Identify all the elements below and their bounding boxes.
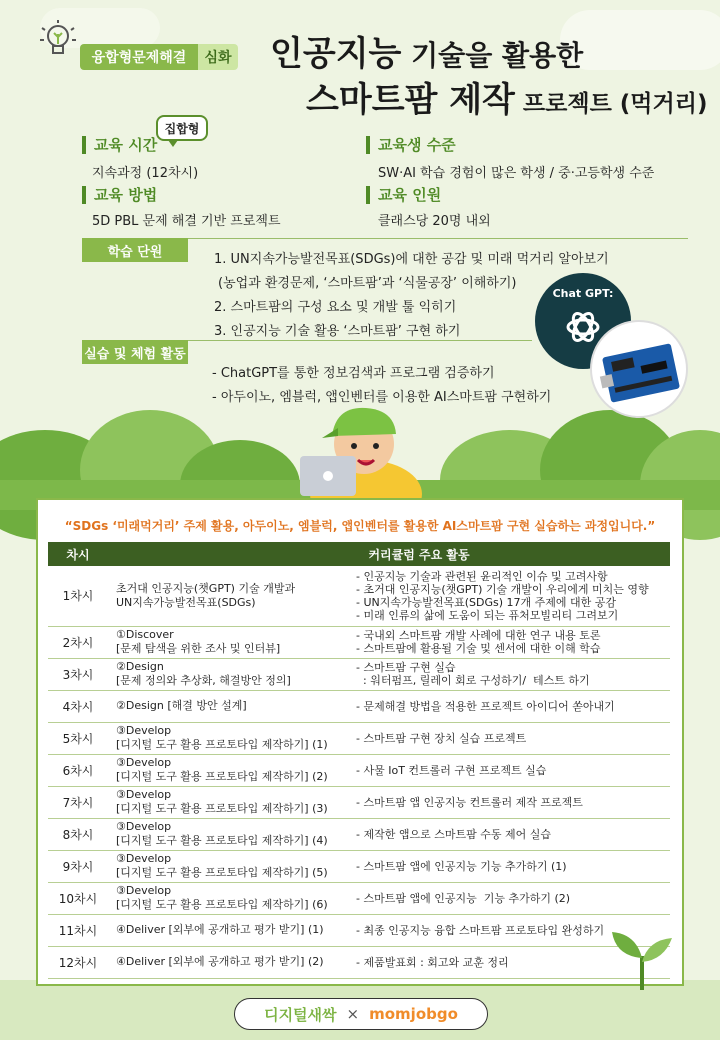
- topic-line: ②Design [해결 방안 설계]: [116, 699, 247, 712]
- activity-line: : 워터펌프, 릴레이 회로 구성하기/ 테스트 하기: [356, 674, 590, 687]
- session-topic: [108, 722, 348, 754]
- activity-line: - 인공지능 기술과 관련된 윤리적인 이슈 및 고려사항: [356, 569, 608, 583]
- topic-line: 초거대 인공지능(챗GPT) 기술 개발과: [116, 581, 296, 595]
- session-number: 2차시: [48, 626, 108, 658]
- unit-line: 2. 스마트팜의 구성 요소 및 개발 툴 익히기: [214, 300, 457, 315]
- time-bubble: 집합형: [156, 115, 208, 141]
- chatgpt-badge: Chat GPT:: [535, 273, 631, 369]
- topic-line: ③Develop: [116, 884, 172, 897]
- unit-line: 1. UN지속가능발전목표(SDGs)에 대한 공감 및 미래 먹거리 알아보기: [214, 252, 609, 267]
- session-activities: [348, 818, 670, 850]
- session-number: 5차시: [48, 722, 108, 754]
- topic-line: UN지속가능발전목표(SDGs): [116, 595, 256, 609]
- table-row: [48, 626, 670, 658]
- practice-label: 실습 및 체험 활동: [82, 340, 188, 364]
- student-level-label: 교육생 수준: [366, 136, 456, 154]
- table-row: [48, 946, 670, 978]
- brand-logo-right: momjobgo: [369, 1005, 458, 1023]
- sprout-icon: [606, 926, 678, 992]
- class-size-value: 클래스당 20명 내외: [378, 214, 491, 229]
- table-row: [48, 754, 670, 786]
- activity-line: - 스마트팜에 활용될 기술 및 센서에 대한 이해 학습: [356, 642, 601, 655]
- category-tag: 융합형문제해결: [80, 44, 198, 70]
- session-topic: [108, 690, 348, 722]
- column-header-activity: 커리큘럼 주요 활동: [108, 542, 670, 566]
- column-header-session: 차시: [48, 542, 108, 566]
- topic-line: ③Develop: [116, 724, 172, 737]
- session-number: 6차시: [48, 754, 108, 786]
- topic-line: [디지털 도구 활용 프로토타입 제작하기] (4): [116, 834, 328, 847]
- arduino-board-image: [590, 320, 688, 418]
- practice-line: - ChatGPT를 통한 정보검색과 프로그램 검증하기: [212, 366, 495, 381]
- activity-line: - 초거대 인공지능(챗GPT) 기술 개발이 우리에게 미치는 영향: [356, 582, 649, 596]
- edu-method-label: 교육 방법: [82, 186, 157, 204]
- topic-line: [디지털 도구 활용 프로토타입 제작하기] (2): [116, 770, 328, 783]
- session-activities: [348, 786, 670, 818]
- activity-line: - 국내외 스마트팜 개발 사례에 대한 연구 내용 토론: [356, 629, 601, 642]
- lightbulb-icon: [38, 18, 78, 64]
- session-topic: [108, 818, 348, 850]
- topic-line: [문제 탐색을 위한 조사 및 인터뷰]: [116, 642, 281, 655]
- session-activities: [348, 850, 670, 882]
- session-activities: [348, 882, 670, 914]
- activity-line: - 사물 IoT 컨트롤러 구현 프로젝트 실습: [356, 763, 547, 777]
- session-topic: [108, 754, 348, 786]
- session-number: 9차시: [48, 850, 108, 882]
- unit-line: (농업과 환경문제, ‘스마트팜’과 ‘식물공장’ 이해하기): [218, 276, 517, 291]
- session-activities: [348, 566, 670, 626]
- session-activities: [348, 626, 670, 658]
- page-title-line1: 인공지능 기술을 활용한: [270, 34, 584, 74]
- topic-line: ③Develop: [116, 788, 172, 801]
- session-topic: [108, 946, 348, 978]
- activity-line: - UN지속가능발전목표(SDGs) 17개 주제에 대한 공감: [356, 595, 617, 609]
- session-number: 10차시: [48, 882, 108, 914]
- table-row: [48, 690, 670, 722]
- session-activities: [348, 690, 670, 722]
- course-summary-quote: “SDGs ‘미래먹거리’ 주제 활용, 아두이노, 엠블럭, 앱인벤터를 활용한 AI스마트팜 구현 실습하는 과정입니다.”: [64, 519, 656, 533]
- unit-line: 3. 인공지능 기술 활용 ‘스마트팜’ 구현 하기: [214, 324, 461, 339]
- activity-line: - 스마트팜 구현 장치 실습 프로젝트: [356, 731, 527, 745]
- session-topic: [108, 658, 348, 690]
- session-activities: [348, 658, 670, 690]
- session-activities: [348, 722, 670, 754]
- table-row: [48, 566, 670, 626]
- topic-line: ③Develop: [116, 756, 172, 769]
- session-number: 3차시: [48, 658, 108, 690]
- brand-logo-left: 디지털새싹: [264, 1005, 337, 1024]
- activity-line: - 최종 인공지능 융합 스마트팜 프로토타입 완성하기: [356, 923, 605, 937]
- separator: ×: [346, 1005, 360, 1023]
- session-number: 8차시: [48, 818, 108, 850]
- table-row: [48, 850, 670, 882]
- activity-line: - 미래 인류의 삶에 도움이 되는 퓨처모빌리티 그려보기: [356, 608, 619, 622]
- session-number: 7차시: [48, 786, 108, 818]
- topic-line: [문제 정의와 추상화, 해결방안 정의]: [116, 674, 291, 687]
- table-row: [48, 818, 670, 850]
- table-row: [48, 786, 670, 818]
- class-size-label: 교육 인원: [366, 186, 441, 204]
- activity-line: - 제품발표회 : 회고와 교훈 정리: [356, 955, 509, 969]
- activity-line: - 스마트팜 앱에 인공지능 기능 추가하기 (1): [356, 859, 567, 873]
- session-number: 11차시: [48, 914, 108, 946]
- edu-time-value: 지속과정 (12차시): [92, 166, 199, 181]
- activity-line: - 스마트팜 구현 실습: [356, 661, 456, 674]
- activity-line: - 제작한 앱으로 스마트팜 수동 제어 실습: [356, 827, 551, 841]
- session-number: 1차시: [48, 566, 108, 626]
- session-number: 12차시: [48, 946, 108, 978]
- session-topic: [108, 914, 348, 946]
- activity-line: - 스마트팜 앱에 인공지능 기능 추가하기 (2): [356, 891, 571, 905]
- topic-line: ③Develop: [116, 820, 172, 833]
- page-title-line2: 스마트팜 제작 프로젝트 (먹거리): [306, 80, 708, 120]
- topic-line: ③Develop: [116, 852, 172, 865]
- student-illustration: [278, 398, 428, 502]
- table-header-row: [48, 542, 670, 566]
- topic-line: ④Deliver [외부에 공개하고 평가 받기] (2): [116, 955, 324, 968]
- session-topic: [108, 626, 348, 658]
- activity-line: - 스마트팜 앱 인공지능 컨트롤러 제작 프로젝트: [356, 795, 583, 809]
- session-activities: [348, 754, 670, 786]
- topic-line: [디지털 도구 활용 프로토타입 제작하기] (5): [116, 866, 328, 879]
- table-row: [48, 722, 670, 754]
- learning-units-label: 학습 단원: [82, 238, 188, 262]
- table-row: [48, 658, 670, 690]
- session-topic: [108, 566, 348, 626]
- session-topic: [108, 786, 348, 818]
- edu-method-value: 5D PBL 문제 해결 기반 프로젝트: [92, 214, 281, 229]
- topic-line: [디지털 도구 활용 프로토타입 제작하기] (3): [116, 802, 328, 815]
- topic-line: ④Deliver [외부에 공개하고 평가 받기] (1): [116, 923, 324, 936]
- curriculum-table: [48, 542, 670, 979]
- student-level-value: SW·AI 학습 경험이 많은 학생 / 중·고등학생 수준: [378, 166, 655, 181]
- topic-line: ①Discover: [116, 628, 174, 641]
- topic-line: ②Design: [116, 660, 164, 673]
- session-topic: [108, 882, 348, 914]
- activity-line: - 문제해결 방법을 적용한 프로젝트 아이디어 쏟아내기: [356, 699, 615, 713]
- topic-line: [디지털 도구 활용 프로토타입 제작하기] (6): [116, 898, 328, 911]
- session-topic: [108, 850, 348, 882]
- topic-line: [디지털 도구 활용 프로토타입 제작하기] (1): [116, 738, 328, 751]
- table-row: [48, 914, 670, 946]
- footer-logos: [234, 998, 488, 1030]
- session-number: 4차시: [48, 690, 108, 722]
- level-tag: 심화: [198, 44, 238, 70]
- table-row: [48, 882, 670, 914]
- edu-time-label: 교육 시간: [82, 136, 157, 154]
- practice-line: - 아두이노, 엠블럭, 앱인벤터를 이용한 AI스마트팜 구현하기: [212, 390, 552, 405]
